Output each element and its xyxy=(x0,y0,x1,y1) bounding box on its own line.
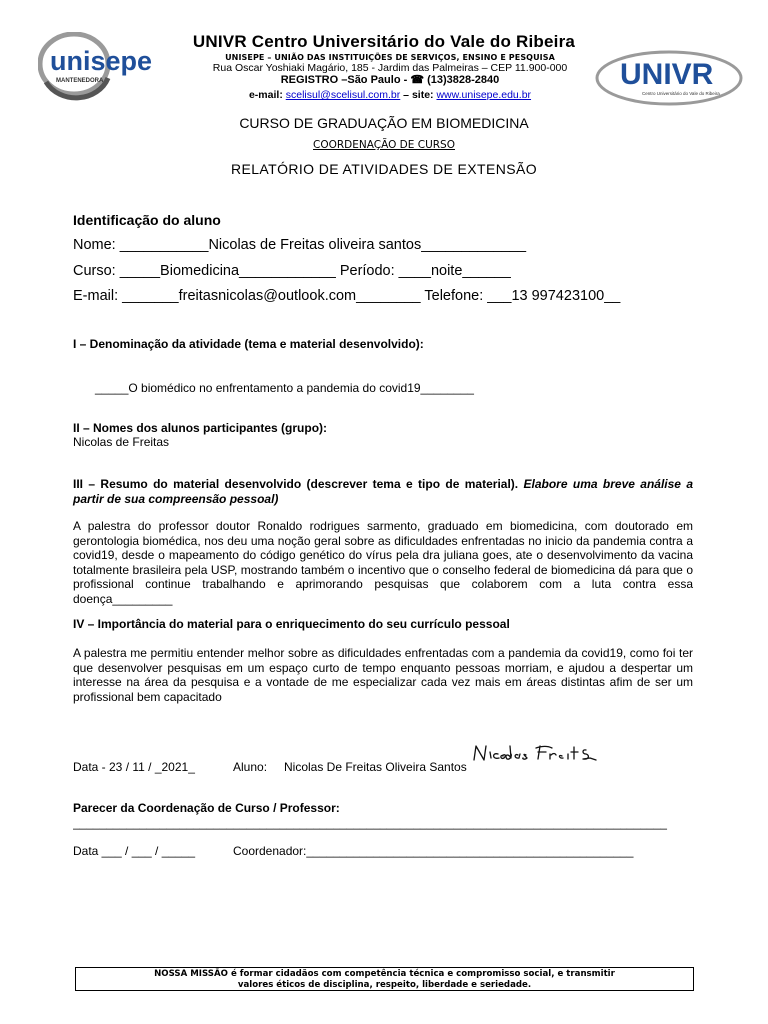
coordination-title: COORDENAÇÃO DE CURSO xyxy=(313,139,455,151)
unisepe-logo-text: unisepe xyxy=(50,46,153,76)
mission-line-1 xyxy=(76,969,693,980)
coordination-date: Data ___ / ___ / _____ xyxy=(73,844,196,858)
section-3-content xyxy=(73,519,693,606)
report-title: RELATÓRIO DE ATIVIDADES DE EXTENSÃO xyxy=(231,161,537,177)
section-3-title-italic: Elabore uma breve análise a partir de sua compreensão pessoal) xyxy=(73,477,694,506)
section-2-title: II – Nomes dos alunos participantes (grupo): xyxy=(73,421,328,435)
institution-city-phone xyxy=(160,74,620,86)
coordinator-field: Coordenador:_________________________________________________ xyxy=(233,844,634,858)
course-title: CURSO DE GRADUAÇÃO EM BIOMEDICINA xyxy=(239,115,529,131)
mission-line-2: valores éticos de disciplina, respeito, liberdade e seriedade. xyxy=(237,980,532,990)
coordination-opinion-line: _________________________________________________________________________________________ xyxy=(73,816,667,830)
email-link[interactable]: scelisul@scelisul.com.br xyxy=(285,89,401,101)
section-2-content: Nicolas de Freitas xyxy=(73,435,170,449)
site-colon: : xyxy=(430,89,437,101)
course-field: Curso: _____Biomedicina____________ Período: ____noite______ xyxy=(73,263,511,279)
phone-icon: ☎ xyxy=(410,74,425,86)
institution-title: UNIVR Centro Universitário do Vale do Ribeira xyxy=(192,32,576,51)
student-name: Nicolas De Freitas Oliveira Santos xyxy=(284,760,467,774)
site-label: site xyxy=(411,89,431,101)
city-text: REGISTRO –São Paulo - xyxy=(280,74,411,86)
univr-logo xyxy=(594,50,744,106)
mission-text-1: é formar cidadãos com competência técnica e compromisso social, e transmitir xyxy=(227,969,615,979)
institution-subtitle: UNISEPE – UNIÃO DAS INSTITUIÇÕES DE SERVIÇOS, ENSINO E PESQUISA xyxy=(225,53,555,62)
section-3-paragraph: A palestra do professor doutor Ronaldo rodrigues sarmento, graduado em biomedicina, com doutorado em gerontologia biomédica, nos deu uma noção geral sobre as dificuldades enfrentadas no inicio da pandemia contra a covid19, desde o mapeamento do código genético do vírus pela dra juliana goes, ate o desenvolvimento da vacina totalmente brasileira pela USP, mostrando também o incentivo que o conselho federal de biomedicina dá para que o profissional continue trabalhando e aprimorando pesquisas que colaborem com a luta contra essa doença_________ xyxy=(73,519,693,606)
student-label: Aluno: xyxy=(233,760,268,774)
student-signature xyxy=(470,738,630,770)
section-4-title: IV – Importância do material para o enriquecimento do seu currículo pessoal xyxy=(73,617,510,631)
section-1-content: _____O biomédico no enfrentamento a pandemia do covid19________ xyxy=(95,381,474,395)
unisepe-logo-sub: MANTENEDORA xyxy=(56,78,104,84)
site-link[interactable]: www.unisepe.edu.br xyxy=(436,89,532,101)
section-4-content xyxy=(73,646,693,704)
section-1-title: I – Denominação da atividade (tema e material desenvolvido): xyxy=(73,337,424,351)
section-3-title xyxy=(73,477,693,506)
site-sep: – xyxy=(400,89,412,101)
section-3-title-main: III – Resumo do material desenvolvido (descrever tema e tipo de material). xyxy=(73,477,519,491)
section-4-paragraph: A palestra me permitiu entender melhor sobre as dificuldades enfrentadas com a pandemia da covid19, como foi ter que desenvolver pesquisas em um espaço curto de tempo enquanto pessoas morriam, e ajudou a despertar um interesse na área da pesquisa e a vontade de me especializar cada vez mais em áreas distintas afim de ser um profissional bem capacitado xyxy=(73,646,693,704)
institution-address: Rua Oscar Yoshiaki Magário, 185 - Jardim das Palmeiras – CEP 11.900-000 xyxy=(212,62,568,74)
coordination-opinion-title: Parecer da Coordenação de Curso / Professor: xyxy=(73,801,340,815)
identification-title: Identificação do aluno xyxy=(73,212,221,228)
univr-logo-sub: Centro Universitário do Vale do Ribeira xyxy=(642,91,720,96)
institution-contacts xyxy=(160,89,620,101)
mission-box xyxy=(75,967,694,991)
mission-lead: NOSSA MISSÃO xyxy=(154,969,228,979)
univr-logo-text: UNIVR xyxy=(620,58,714,91)
name-field: Nome: ___________Nicolas de Freitas oliveira santos_____________ xyxy=(73,237,527,253)
email-phone-field: E-mail: _______freitasnicolas@outlook.com________ Telefone: ___13 997423100__ xyxy=(73,288,621,304)
phone-text: (13)3828-2840 xyxy=(427,74,500,86)
email-label: e-mail: xyxy=(248,89,286,101)
report-date: Data - 23 / 11 / _2021_ xyxy=(73,760,195,774)
